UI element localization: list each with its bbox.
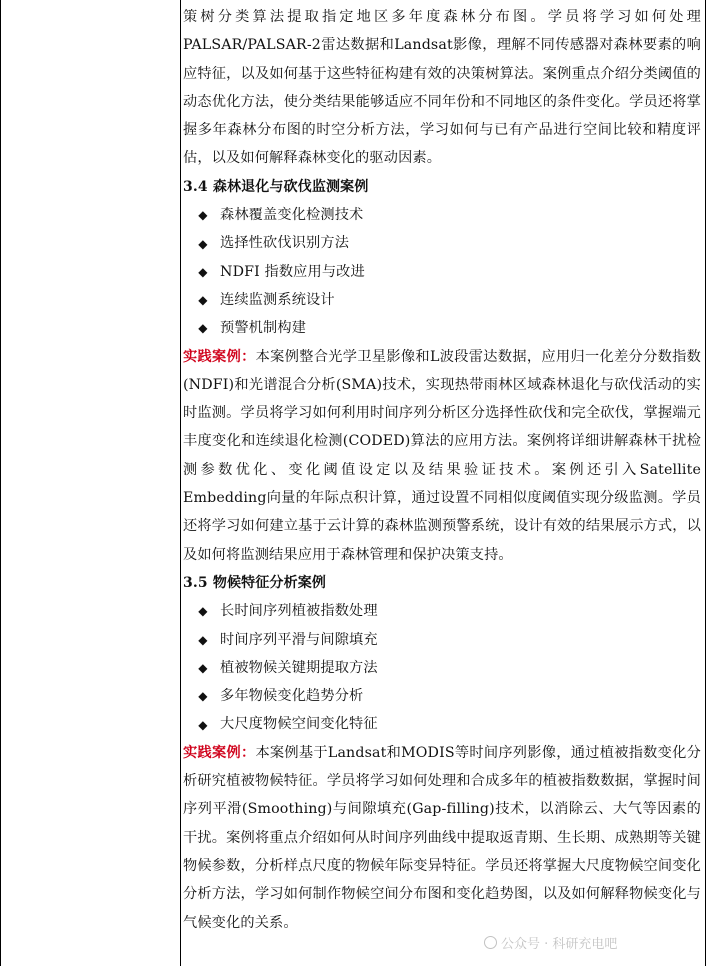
practice-case-text: 本案例整合光学卫星影像和L波段雷达数据，应用归一化差分分数指数(NDFI)和光谱混合分析(SMA)技术，实现热带雨林区域森林退化与砍伐活动的实时监测。学员将学习如何利用时间序列分析区分选择性砍伐和完全砍伐，掌握端元丰度变化和连续退化检测(CODED)算法的应用方法。案例将详细讲解森林干扰检测参数优化、变化阈值设定以及结果验证技术。案例还引入Satellite Embedding向量的年际点积计算，通过设置不同相似度阈值实现分级监测。学员还将学习如何建立基于云计算的森林监测预警系统，设计有效的结果展示方式，以及如何将监测结果应用于森林管理和保护决策支持。: [183, 348, 701, 563]
practice-case-text: 本案例基于Landsat和MODIS等时间序列影像，通过植被指数变化分析研究植被物候特征。学员将学习如何处理和合成多年的植被指数数据，掌握时间序列平滑(Smoothing)与间隙填充(Gap-filling)技术，以消除云、大气等因素的干扰。案例将重点介绍如何从时间序列曲线中提取返青期、生长期、成熟期等关键物候参数，分析样点尺度的物候年际变异特征。学员还将掌握大尺度物候空间变化分析方法，学习如何制作物候空间分布图和变化趋势图，以及如何解释物候变化与气候变化的关系。: [183, 744, 701, 931]
diamond-bullet-icon: ◆: [198, 208, 208, 223]
section-heading-3-5: 3.5 物候特征分析案例: [183, 574, 327, 591]
list-item-label: 连续监测系统设计: [220, 291, 335, 308]
diamond-bullet-icon: ◆: [198, 660, 208, 675]
list-item-label: 预警机制构建: [220, 320, 307, 337]
left-column-cell: [0, 0, 181, 966]
list-item: [183, 654, 701, 682]
list-item: [183, 229, 701, 257]
practice-case-label: 实践案例：: [183, 348, 256, 365]
list-item: [183, 682, 701, 710]
list-item-label: 森林覆盖变化检测技术: [220, 207, 364, 224]
list-item-label: 大尺度物候空间变化特征: [220, 716, 378, 733]
list-item: [183, 286, 701, 314]
list-item: [183, 597, 701, 625]
list-item: [183, 710, 701, 738]
practice-case-paragraph-3-5: [183, 739, 701, 937]
bullet-list-3-5: [183, 597, 701, 738]
list-item-label: NDFI 指数应用与改进: [220, 263, 365, 280]
right-column-content: [183, 0, 701, 937]
diamond-bullet-icon: ◆: [198, 293, 208, 308]
intro-paragraph: 策树分类算法提取指定地区多年度森林分布图。学员将学习如何处理PALSAR/PALSAR-2雷达数据和Landsat影像，理解不同传感器对森林要素的响应特征，以及如何基于这些特征构建有效的决策树算法。案例重点介绍分类阈值的动态优化方法，使分类结果能够适应不同年份和不同地区的条件变化。学员还将掌握多年森林分布图的时空分析方法，学习如何与已有产品进行空间比较和精度评估，以及如何解释森林变化的驱动因素。: [183, 9, 701, 167]
section-heading-3-4: 3.4 森林退化与砍伐监测案例: [183, 178, 369, 195]
diamond-bullet-icon: ◆: [198, 236, 208, 251]
watermark-text: 公众号 · 科研充电吧: [501, 937, 618, 952]
list-item-label: 选择性砍伐识别方法: [220, 235, 350, 252]
diamond-bullet-icon: ◆: [198, 632, 208, 647]
list-item: [183, 626, 701, 654]
diamond-bullet-icon: ◆: [198, 604, 208, 619]
practice-case-label: 实践案例：: [183, 744, 256, 761]
list-item-label: 植被物候关键期提取方法: [220, 659, 378, 676]
list-item-label: 时间序列平滑与间隙填充: [220, 631, 378, 648]
bullet-list-3-4: [183, 201, 701, 342]
diamond-bullet-icon: ◆: [198, 689, 208, 704]
practice-case-paragraph-3-4: [183, 343, 701, 569]
list-item-label: 长时间序列植被指数处理: [220, 603, 378, 620]
list-item: [183, 258, 701, 286]
diamond-bullet-icon: ◆: [198, 321, 208, 336]
diamond-bullet-icon: ◆: [198, 264, 208, 279]
list-item: [183, 314, 701, 342]
diamond-bullet-icon: ◆: [198, 717, 208, 732]
list-item: [183, 201, 701, 229]
list-item-label: 多年物候变化趋势分析: [220, 688, 364, 705]
